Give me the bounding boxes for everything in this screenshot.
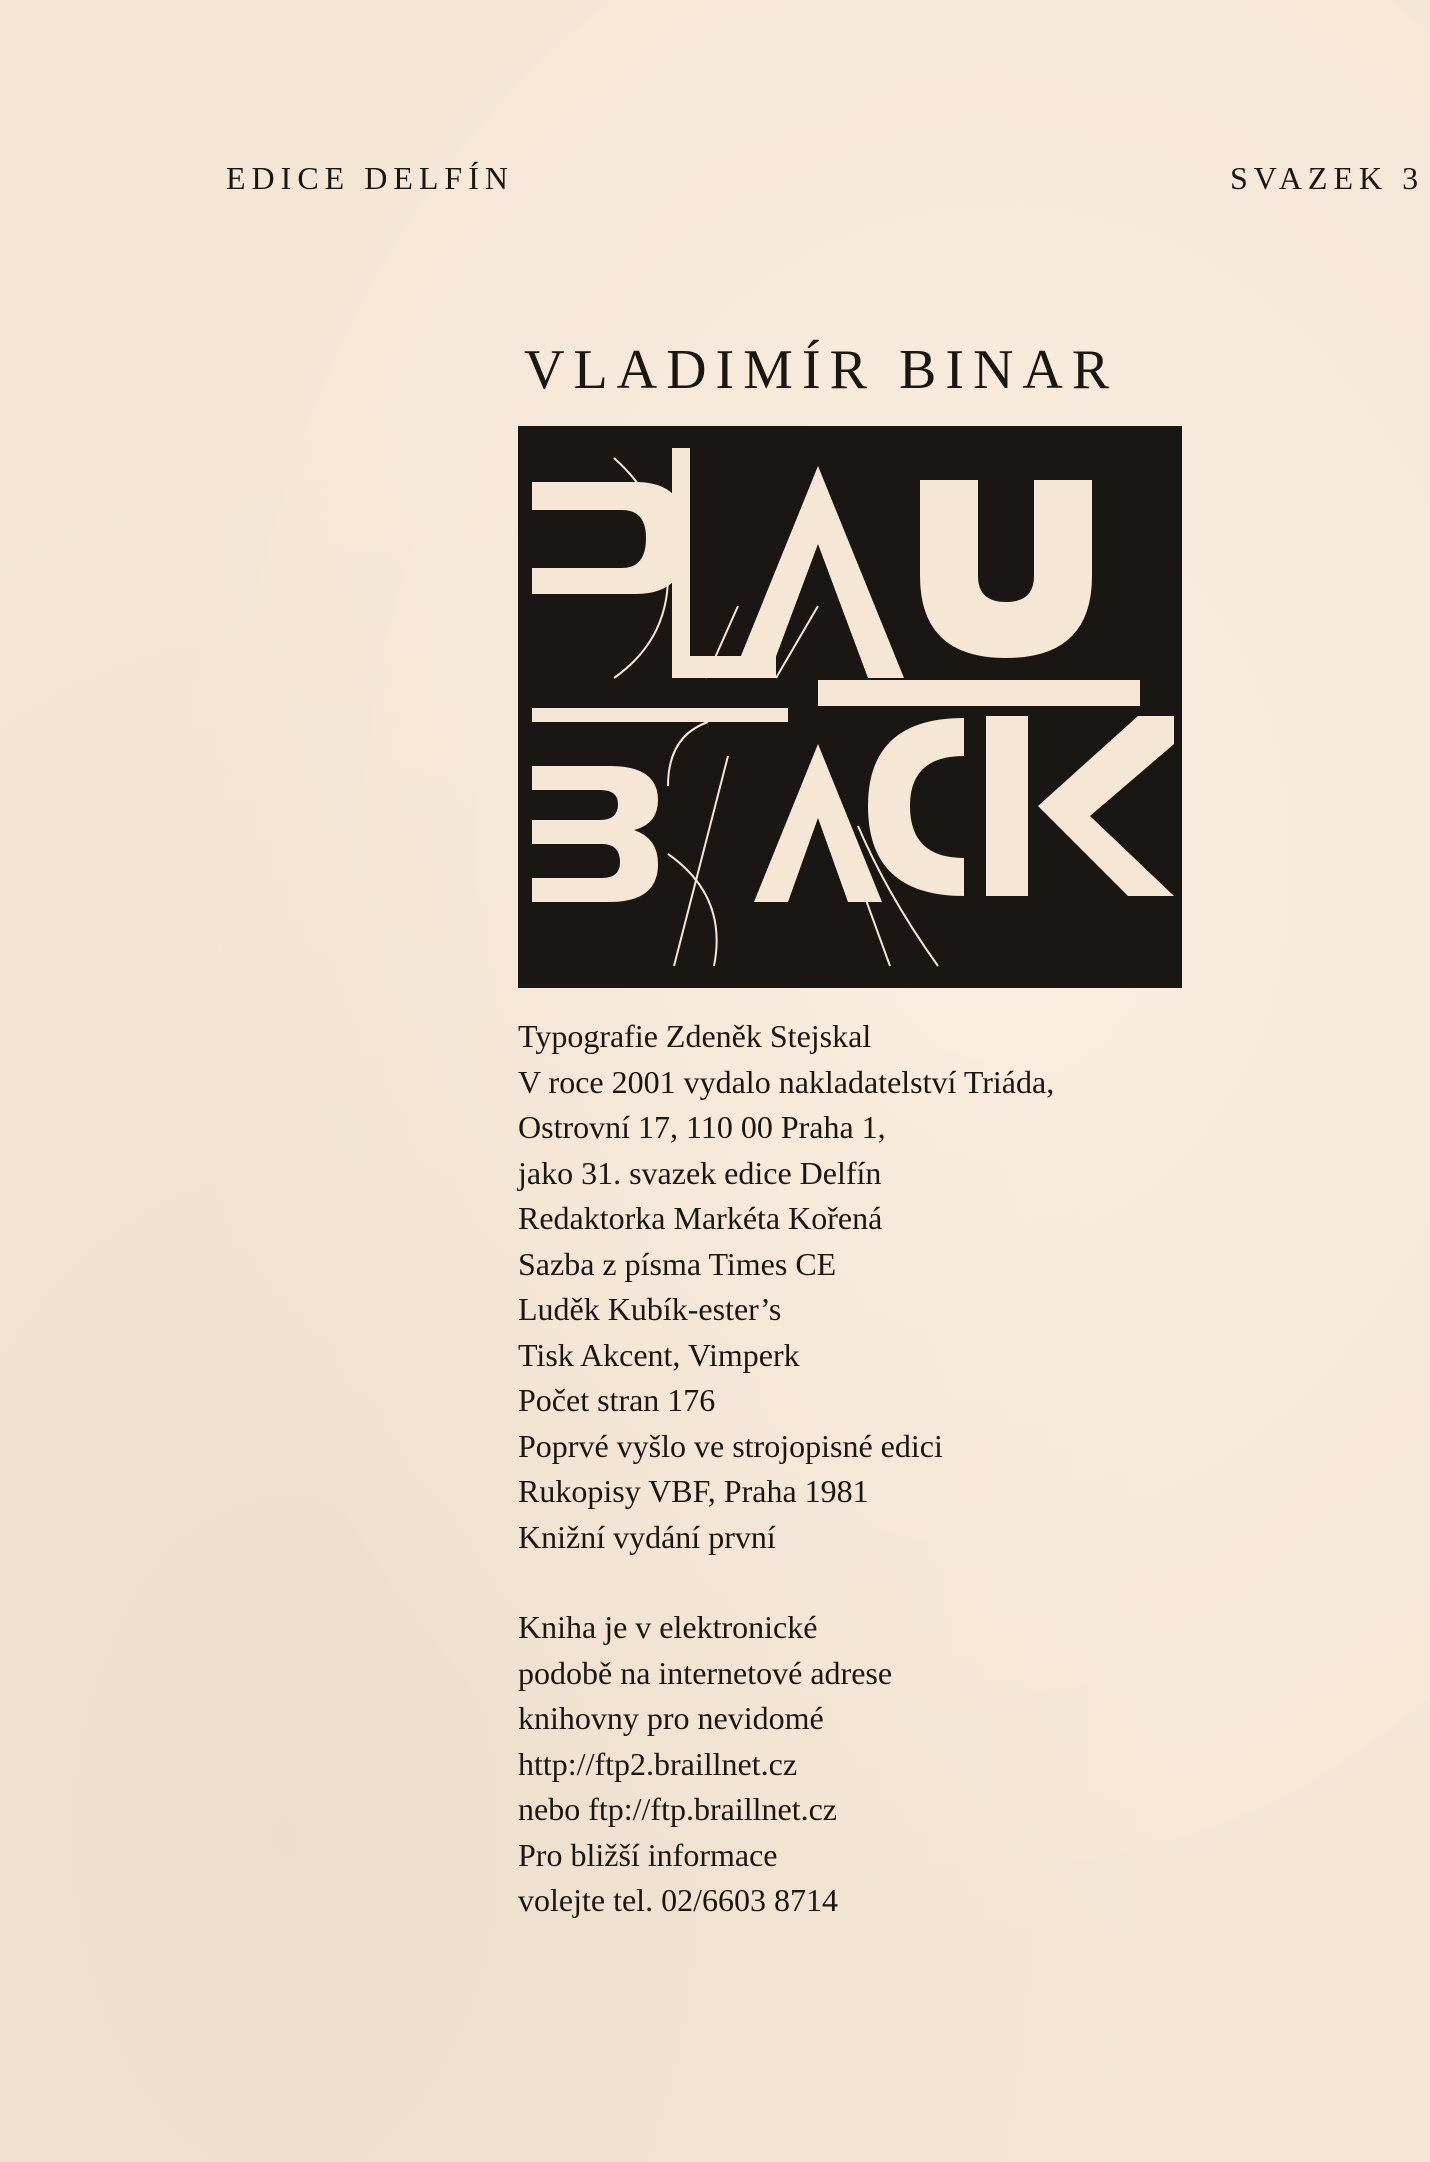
colophon bbox=[518, 1014, 1054, 1924]
electronic-info-line: podobě na internetové adrese bbox=[518, 1654, 893, 1691]
colophon-line: Počet stran 176 bbox=[518, 1382, 716, 1418]
play-back-logo bbox=[518, 426, 1182, 988]
electronic-info-line: nebo ftp://ftp.braillnet.cz bbox=[518, 1791, 837, 1827]
colophon-line: V roce 2001 vydalo nakladatelství Triáda, bbox=[518, 1063, 1055, 1100]
colophon-line: Poprvé vyšlo ve strojopisné edici bbox=[518, 1427, 943, 1464]
colophon-line: Redaktorka Markéta Kořená bbox=[518, 1200, 883, 1236]
paragraph-gap bbox=[518, 1560, 1054, 1605]
colophon-line: Ostrovní 17, 110 00 Praha 1, bbox=[518, 1109, 886, 1145]
colophon-line: Typografie Zdeněk Stejskal bbox=[518, 1018, 872, 1054]
electronic-info-line: Pro bližší informace bbox=[518, 1836, 778, 1873]
electronic-info-line: knihovny pro nevidomé bbox=[518, 1700, 824, 1736]
colophon-line: Sazba z písma Times CE bbox=[518, 1245, 837, 1282]
colophon-line: Knižní vydání první bbox=[518, 1518, 776, 1555]
volume-label: SVAZEK 3 bbox=[1230, 160, 1425, 196]
electronic-info-line: Kniha je v elektronické bbox=[518, 1609, 818, 1645]
electronic-info-line: volejte tel. 02/6603 8714 bbox=[518, 1882, 838, 1918]
colophon-line: Tisk Akcent, Vimperk bbox=[518, 1336, 800, 1373]
colophon-line: Luděk Kubík-ester’s bbox=[518, 1291, 782, 1327]
play-back-logo-graphic bbox=[518, 426, 1182, 988]
electronic-info-line: http://ftp2.braillnet.cz bbox=[518, 1745, 798, 1782]
series-name: EDICE DELFÍN bbox=[226, 160, 514, 196]
colophon-line: jako 31. svazek edice Delfín bbox=[518, 1154, 882, 1191]
author-name: VLADIMÍR BINAR bbox=[524, 339, 1119, 401]
colophon-line: Rukopisy VBF, Praha 1981 bbox=[518, 1473, 869, 1509]
